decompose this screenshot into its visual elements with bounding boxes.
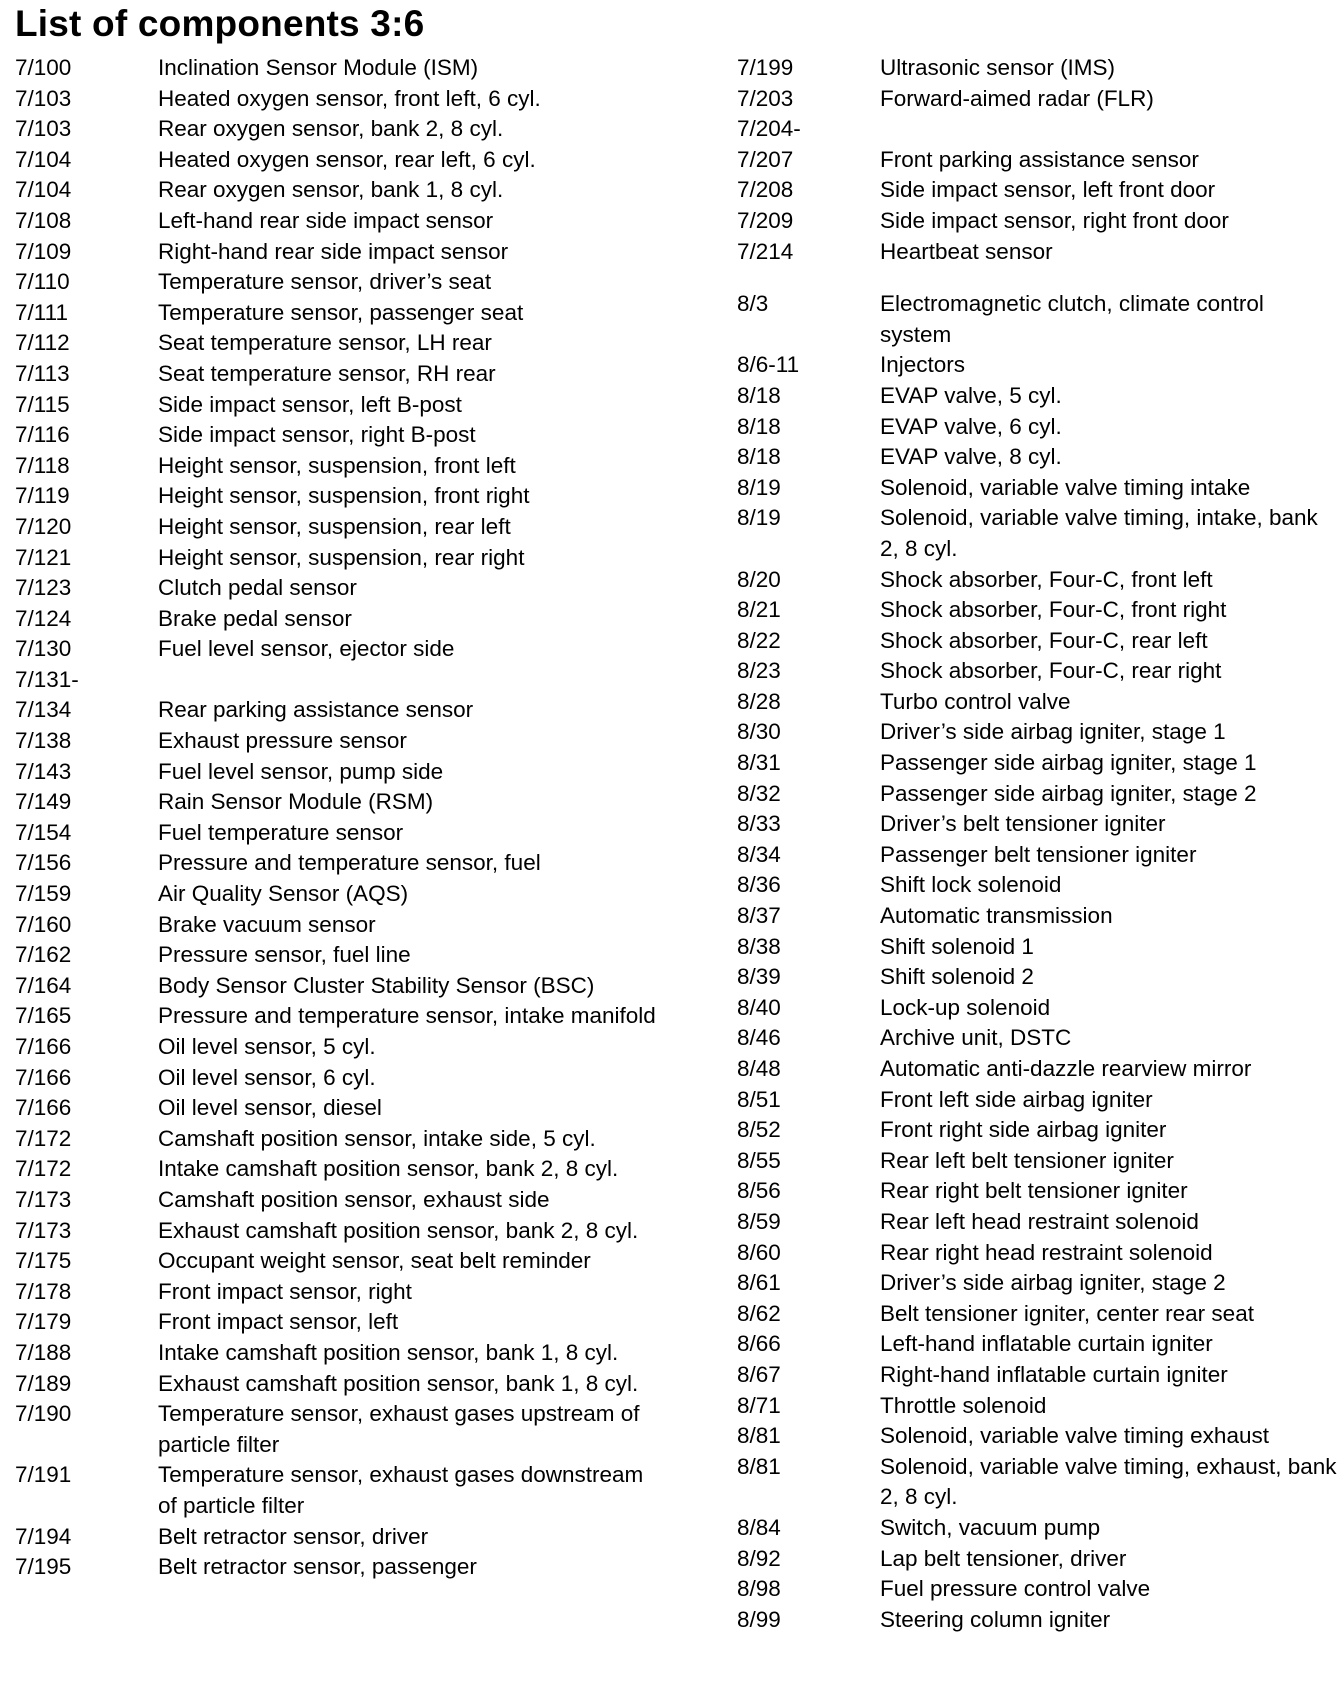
component-code: 7/172 [15,1156,72,1182]
component-description: Shift solenoid 2 [880,964,1034,990]
component-code: 7/149 [15,789,72,815]
component-row [737,1574,1337,1605]
component-code: 7/111 [15,299,68,325]
component-row [737,962,1337,993]
component-row [15,175,665,206]
component-code: 7/154 [15,819,72,845]
component-code: 7/208 [737,177,794,203]
component-description: Front impact sensor, left [158,1309,399,1335]
component-description: EVAP valve, 6 cyl. [880,413,1062,439]
component-row [15,1552,665,1583]
component-description: Turbo control valve [880,688,1071,714]
component-description: Right-hand inflatable curtain igniter [880,1361,1228,1387]
component-description: Pressure and temperature sensor, intake manifold [158,1003,656,1029]
component-code: 7/138 [15,728,72,754]
component-description: Height sensor, suspension, rear right [158,544,525,570]
component-code: 8/92 [737,1545,781,1571]
component-row [737,1391,1337,1422]
component-code: 7/156 [15,850,72,876]
component-code: 7/162 [15,942,72,968]
component-description: Shock absorber, Four-C, front right [880,597,1227,623]
component-code: 8/71 [737,1392,781,1418]
component-code: 7/109 [15,238,72,264]
component-description: Body Sensor Cluster Stability Sensor (BSC) [158,972,595,998]
component-code: 8/98 [737,1576,781,1602]
component-code: 7/191 [15,1462,72,1488]
component-code: 8/99 [737,1606,781,1632]
component-description [880,114,1337,145]
component-code: 7/166 [15,1095,72,1121]
component-description: Temperature sensor, passenger seat [158,299,524,325]
component-description: Front impact sensor, right [158,1278,412,1304]
component-row [737,1360,1337,1391]
component-code: 8/33 [737,811,781,837]
component-row [737,626,1337,657]
component-description: Solenoid, variable valve timing exhaust [880,1423,1269,1449]
component-row [15,390,665,421]
component-row [15,1063,665,1094]
component-row [737,53,1337,84]
component-row [15,1369,665,1400]
component-code: 7/123 [15,575,72,601]
component-row [737,84,1337,115]
component-row [15,879,665,910]
component-row [15,634,665,665]
component-list-right [737,53,1337,1635]
component-code: 8/18 [737,444,781,470]
component-row [737,350,1337,381]
component-code: 7/124 [15,605,72,631]
component-code: 7/189 [15,1370,72,1396]
component-row [15,481,665,512]
component-description: Front parking assistance sensor [880,146,1199,172]
component-code: 8/30 [737,719,781,745]
component-row [737,932,1337,963]
component-description: Shock absorber, Four-C, rear right [880,658,1222,684]
component-row [737,145,1337,176]
component-row [15,604,665,635]
component-description: Steering column igniter [880,1606,1111,1632]
component-code: 7/119 [15,483,70,509]
component-row [737,687,1337,718]
component-code: 7/173 [15,1217,72,1243]
component-code: 7/113 [15,360,70,386]
component-code: 7/188 [15,1339,72,1365]
component-row [737,1268,1337,1299]
component-description: EVAP valve, 5 cyl. [880,382,1062,408]
component-description: Brake pedal sensor [158,605,352,631]
component-row [15,1093,665,1124]
component-code: 8/3 [737,291,769,317]
component-row [737,1146,1337,1177]
component-description: Oil level sensor, 5 cyl. [158,1034,376,1059]
component-description: Fuel level sensor, ejector side [158,636,455,662]
component-row [737,779,1337,810]
component-row [15,451,665,482]
component-code: 7/104 [15,177,72,203]
component-code: 7/143 [15,758,72,784]
component-code: 8/34 [737,841,781,867]
component-description: Solenoid, variable valve timing intake [880,474,1251,500]
component-description: Heated oxygen sensor, rear left, 6 cyl. [158,146,536,172]
component-description: Temperature sensor, exhaust gases downstream of particle filter [158,1462,644,1518]
component-description: Switch, vacuum pump [880,1514,1101,1540]
component-description: Heartbeat sensor [880,238,1053,264]
component-description: Ultrasonic sensor (IMS) [880,55,1116,80]
component-description: Exhaust camshaft position sensor, bank 1, 8 cyl. [158,1370,639,1396]
component-code: 7/190 [15,1401,72,1427]
component-row [737,206,1337,237]
component-row [737,442,1337,473]
component-description: Belt retractor sensor, passenger [158,1554,477,1580]
component-code: 7/104 [15,146,72,172]
component-code: 8/40 [737,994,781,1020]
component-code: 7/103 [15,116,72,142]
component-code: 8/20 [737,566,781,592]
component-description: Exhaust pressure sensor [158,728,407,754]
component-row [15,1154,665,1185]
component-row [15,971,665,1002]
component-description: Camshaft position sensor, exhaust side [158,1186,550,1212]
component-row [737,809,1337,840]
component-code: 8/19 [737,474,781,500]
component-row [737,1513,1337,1544]
component-row [737,1421,1337,1452]
component-row [15,1001,665,1032]
component-description: Side impact sensor, right front door [880,207,1229,233]
component-row [15,84,665,115]
component-row [737,1023,1337,1054]
component-code: 8/52 [737,1117,781,1143]
component-code: 7/121 [15,544,72,570]
component-description: Driver’s belt tensioner igniter [880,811,1166,837]
component-row [737,840,1337,871]
component-code: 8/23 [737,658,781,684]
component-code: 7/204- [737,116,801,142]
component-row [15,420,665,451]
component-row [737,237,1337,268]
component-code: 8/32 [737,780,781,806]
component-row [15,940,665,971]
component-code: 8/21 [737,597,781,623]
component-row [737,901,1337,932]
component-description: Rear oxygen sensor, bank 2, 8 cyl. [158,116,504,142]
component-code: 8/51 [737,1086,781,1112]
component-row [737,1605,1337,1636]
component-code: 7/116 [15,422,70,448]
component-code: 7/112 [15,330,70,356]
component-row [737,595,1337,626]
component-row [737,412,1337,443]
component-row [15,512,665,543]
component-code: 7/194 [15,1523,72,1549]
component-description: Shock absorber, Four-C, rear left [880,627,1208,653]
component-row [15,848,665,879]
component-description: Height sensor, suspension, front left [158,452,516,478]
component-code: 8/56 [737,1178,781,1204]
component-code: 7/110 [15,269,70,295]
component-row [737,1452,1337,1513]
component-row [737,1115,1337,1146]
component-description: Inclination Sensor Module (ISM) [158,55,479,80]
component-code: 7/207 [737,146,794,172]
component-code: 7/100 [15,55,72,80]
component-description: Fuel pressure control valve [880,1576,1151,1602]
component-description: Driver’s side airbag igniter, stage 2 [880,1270,1226,1296]
component-row [15,298,665,329]
component-code: 8/62 [737,1300,781,1326]
component-description: Shift lock solenoid [880,872,1062,898]
component-code: 8/60 [737,1239,781,1265]
component-row [15,1246,665,1277]
component-code: 8/66 [737,1331,781,1357]
component-code: 7/173 [15,1186,72,1212]
component-code: 8/22 [737,627,781,653]
component-row [737,503,1337,564]
component-code: 7/108 [15,207,72,233]
component-description: Left-hand inflatable curtain igniter [880,1331,1213,1357]
component-description: Automatic anti-dazzle rearview mirror [880,1056,1252,1081]
component-code: 8/36 [737,872,781,898]
page-title: List of components 3:6 [15,3,425,44]
component-list-left [15,53,665,1583]
component-description: Archive unit, DSTC [880,1025,1072,1051]
component-description: Rear right belt tensioner igniter [880,1178,1188,1204]
component-code: 8/6-11 [737,352,800,378]
component-code: 7/103 [15,85,72,111]
component-code: 7/165 [15,1003,72,1029]
component-row [15,114,665,145]
component-row [737,993,1337,1024]
component-code: 8/39 [737,964,781,990]
component-description: Passenger side airbag igniter, stage 1 [880,750,1257,776]
component-row [737,114,1337,145]
component-code: 7/178 [15,1278,72,1304]
component-description: Driver’s side airbag igniter, stage 1 [880,719,1226,745]
component-description: Side impact sensor, left front door [880,177,1216,203]
component-row [737,1207,1337,1238]
component-row [737,1238,1337,1269]
component-row [15,543,665,574]
component-description: Passenger belt tensioner igniter [880,841,1197,867]
component-row [15,145,665,176]
component-description [158,665,663,696]
component-description: Front right side airbag igniter [880,1117,1167,1143]
component-row [15,695,665,726]
component-description: Passenger side airbag igniter, stage 2 [880,780,1257,806]
component-row [15,206,665,237]
component-code: 8/46 [737,1025,781,1051]
component-description: Electromagnetic clutch, climate control system [880,291,1264,347]
component-code: 8/59 [737,1208,781,1234]
component-description: Oil level sensor, 6 cyl. [158,1064,376,1090]
component-description: Intake camshaft position sensor, bank 1, 8 cyl. [158,1339,619,1365]
component-description: Oil level sensor, diesel [158,1095,382,1121]
component-row [15,1307,665,1338]
component-row [15,1124,665,1155]
component-row [15,1399,665,1460]
component-description: Pressure and temperature sensor, fuel [158,850,541,876]
component-row [15,787,665,818]
component-row [15,665,665,696]
component-row [15,818,665,849]
component-description: Shock absorber, Four-C, front left [880,566,1213,592]
component-description: Throttle solenoid [880,1392,1047,1418]
component-description: Belt tensioner igniter, center rear seat [880,1300,1254,1326]
component-code: 7/175 [15,1248,72,1274]
component-row [737,565,1337,596]
component-description: Forward-aimed radar (FLR) [880,85,1154,111]
component-code: 8/84 [737,1514,781,1540]
component-description: Air Quality Sensor (AQS) [158,881,409,907]
component-code: 7/120 [15,513,72,539]
component-code: 7/134 [15,697,72,723]
component-code: 8/48 [737,1056,781,1081]
component-description: Injectors [880,352,966,378]
component-code: 7/214 [737,238,794,264]
component-description: Right-hand rear side impact sensor [158,238,509,264]
component-row [15,267,665,298]
component-description: Seat temperature sensor, RH rear [158,360,496,386]
component-row [737,381,1337,412]
component-description: Rain Sensor Module (RSM) [158,789,434,815]
component-description: Intake camshaft position sensor, bank 2, 8 cyl. [158,1156,619,1182]
component-row [737,473,1337,504]
component-description: Rear right head restraint solenoid [880,1239,1213,1265]
component-description: Side impact sensor, left B-post [158,391,462,417]
component-code: 8/81 [737,1453,781,1479]
component-description: Lap belt tensioner, driver [880,1545,1127,1571]
component-row [737,748,1337,779]
component-description: Solenoid, variable valve timing, exhaust, bank 2, 8 cyl. [880,1453,1337,1510]
component-description: Left-hand rear side impact sensor [158,207,494,233]
component-code: 7/166 [15,1064,72,1090]
component-description: Solenoid, variable valve timing, intake, bank 2, 8 cyl. [880,505,1318,561]
component-row [15,1216,665,1247]
component-description: Rear left belt tensioner igniter [880,1147,1174,1173]
component-code: 8/61 [737,1270,781,1296]
component-row [15,237,665,268]
component-row [15,1032,665,1063]
component-code: 7/203 [737,85,794,111]
component-row [15,726,665,757]
component-code: 8/18 [737,382,781,408]
component-description: Camshaft position sensor, intake side, 5 cyl. [158,1125,596,1151]
component-code: 8/19 [737,505,781,531]
component-description: Automatic transmission [880,903,1113,929]
component-code: 7/159 [15,881,72,907]
component-code: 8/81 [737,1423,781,1449]
component-description: Heated oxygen sensor, front left, 6 cyl. [158,85,541,111]
component-description: Rear oxygen sensor, bank 1, 8 cyl. [158,177,504,203]
component-row [15,1185,665,1216]
component-row [737,175,1337,206]
component-description: Pressure sensor, fuel line [158,942,411,968]
component-description: Height sensor, suspension, front right [158,483,530,509]
component-code: 7/179 [15,1309,72,1335]
component-row [737,717,1337,748]
component-description: Brake vacuum sensor [158,911,376,937]
component-row [737,656,1337,687]
component-description: Seat temperature sensor, LH rear [158,330,492,356]
component-description: Rear left head restraint solenoid [880,1208,1199,1234]
component-code: 7/131- [15,666,79,692]
component-row [15,757,665,788]
component-description: Fuel level sensor, pump side [158,758,444,784]
component-code: 7/164 [15,972,72,998]
component-description: Exhaust camshaft position sensor, bank 2, 8 cyl. [158,1217,639,1243]
component-description: Height sensor, suspension, rear left [158,513,511,539]
component-description: Lock-up solenoid [880,994,1051,1020]
component-description: EVAP valve, 8 cyl. [880,444,1062,470]
component-code: 7/130 [15,636,72,662]
component-row [15,359,665,390]
component-row [15,1460,665,1521]
component-row [15,53,665,84]
component-code: 8/37 [737,903,781,929]
component-description: Clutch pedal sensor [158,575,357,601]
component-code: 8/67 [737,1361,781,1387]
component-code: 7/172 [15,1125,72,1151]
component-description: Temperature sensor, exhaust gases upstream of particle filter [158,1401,640,1457]
component-row [15,1277,665,1308]
component-description: Shift solenoid 1 [880,933,1034,959]
component-row [15,328,665,359]
component-description: Belt retractor sensor, driver [158,1523,429,1549]
component-row [737,1544,1337,1575]
component-row [15,910,665,941]
component-code: 8/55 [737,1147,781,1173]
component-code: 8/31 [737,750,781,776]
component-code: 8/18 [737,413,781,439]
component-code: 7/209 [737,207,794,233]
component-row [15,1338,665,1369]
component-code: 7/160 [15,911,72,937]
component-row [737,1176,1337,1207]
component-row [737,1085,1337,1116]
component-code: 7/166 [15,1034,72,1059]
component-code: 7/118 [15,452,70,478]
component-code: 8/38 [737,933,781,959]
component-row [737,1329,1337,1360]
component-code: 7/199 [737,55,794,80]
component-row [737,870,1337,901]
component-row [15,573,665,604]
component-description: Fuel temperature sensor [158,819,404,845]
component-description: Occupant weight sensor, seat belt reminder [158,1248,591,1274]
component-code: 8/28 [737,688,781,714]
component-description: Side impact sensor, right B-post [158,422,476,448]
component-description: Temperature sensor, driver’s seat [158,269,492,295]
component-code: 7/195 [15,1554,72,1580]
component-description: Front left side airbag igniter [880,1086,1153,1112]
component-row [737,1054,1337,1085]
component-row [737,1299,1337,1330]
component-row [15,1522,665,1553]
component-code: 7/115 [15,391,70,417]
component-row [737,289,1337,350]
component-description: Rear parking assistance sensor [158,697,474,723]
